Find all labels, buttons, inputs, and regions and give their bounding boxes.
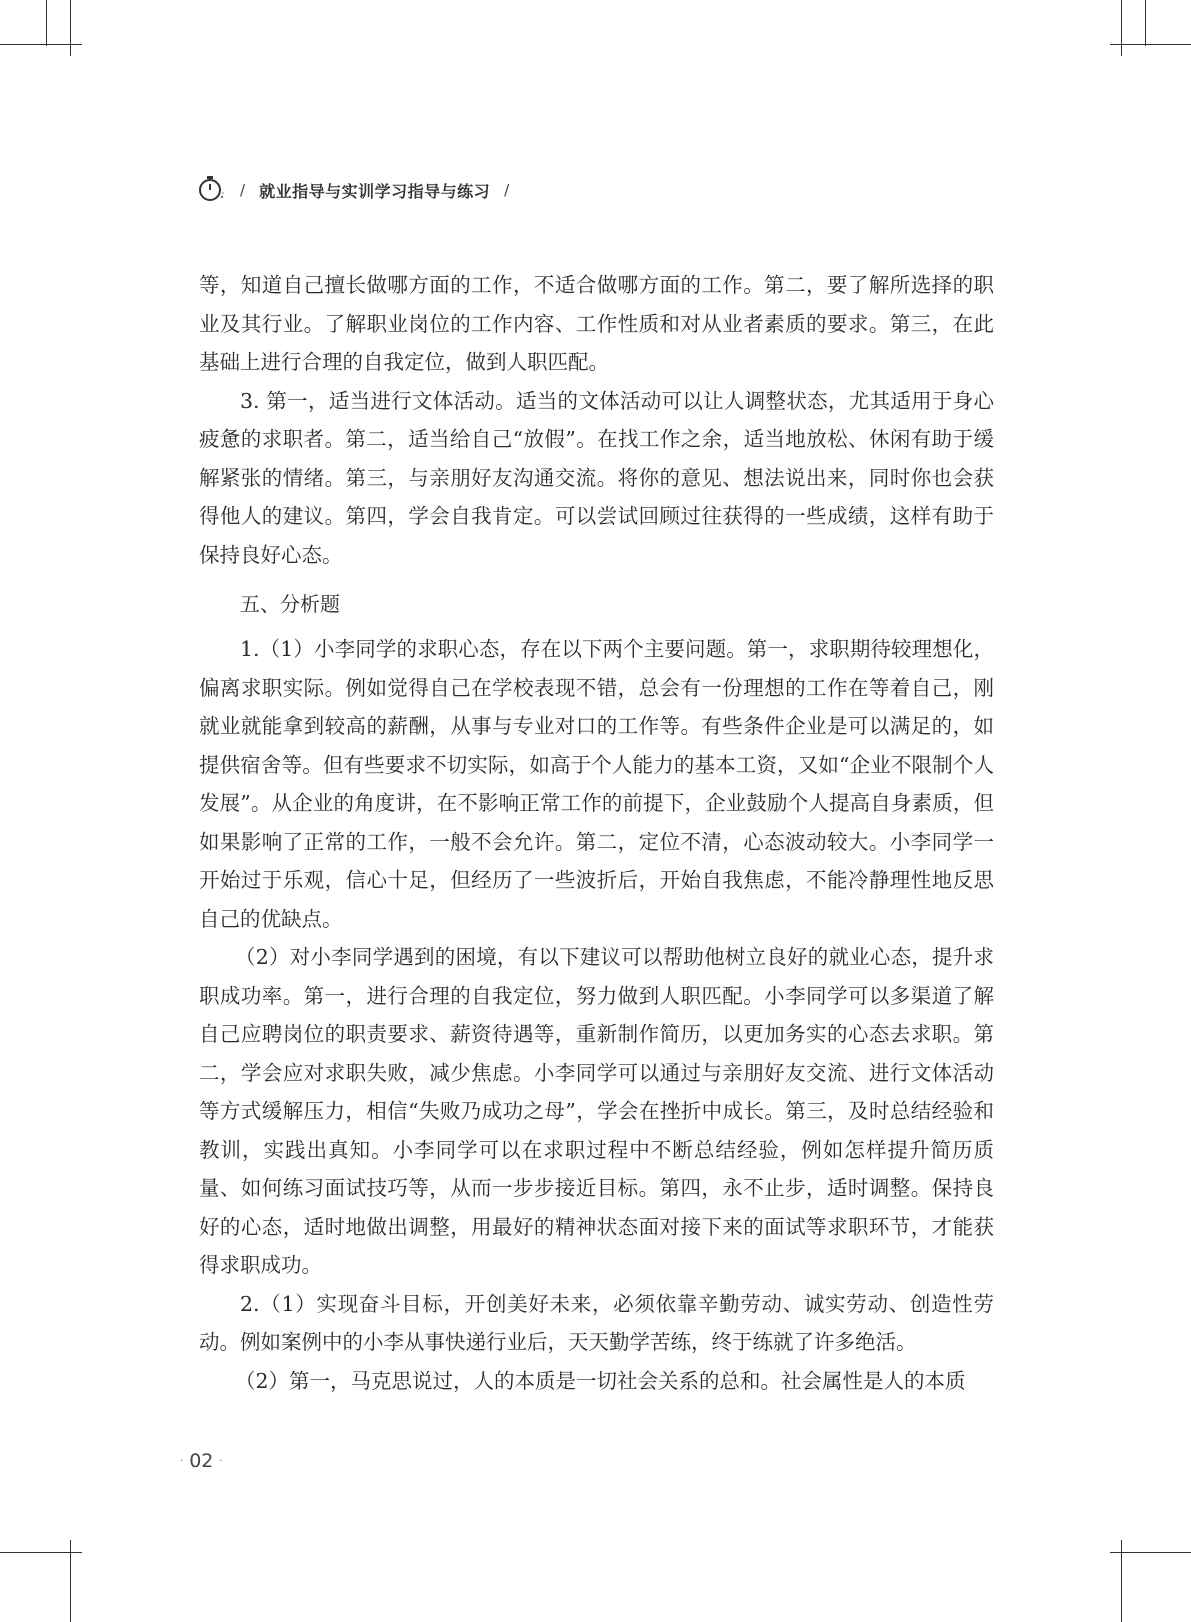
page-number-value: 02	[189, 1450, 214, 1472]
section-heading: 五、分析题	[240, 592, 340, 616]
crop-mark-top-left-v2	[46, 0, 47, 46]
crop-mark-top-right-v	[1121, 0, 1122, 56]
page-body	[199, 266, 994, 1400]
header-title: 就业指导与实训学习指导与练习	[259, 181, 491, 201]
stopwatch-icon	[196, 173, 226, 207]
page-number-dot-right: ·	[219, 1455, 223, 1467]
page-number	[180, 1450, 223, 1472]
crop-mark-top-right-v2	[1145, 0, 1146, 46]
paragraph-analysis-2-2: （2）第一，马克思说过，人的本质是一切社会关系的总和。社会属性是人的本质	[235, 1368, 966, 1393]
crop-mark-bottom-right-v	[1121, 1540, 1122, 1622]
crop-mark-top-right-h	[1110, 44, 1191, 45]
paragraph-analysis-1-2: （2）对小李同学遇到的困境，有以下建议可以帮助他树立良好的就业心态，提升求职成功率。第一，进行合理的自我定位，努力做到人职匹配。小李同学可以多渠道了解自己应聘岗位的职责要求、薪资待遇等，重新制作简历，以更加务实的心态去求职。第二，学会应对求职失败，减少焦虑。小李同学可以通过与亲朋好友交流、进行文体活动等方式缓解压力，相信“失败乃成功之母”，学会在挫折中成长。第三，及时总结经验和教训，实践出真知。小李同学可以在求职过程中不断总结经验，例如怎样提升简历质量、如何练习面试技巧等，从而一步步接近目标。第四，永不止步，适时调整。保持良好的心态，适时地做出调整，用最好的精神状态面对接下来的面试等求职环节，才能获得求职成功。	[199, 945, 994, 1277]
paragraph-answer-3: 3. 第一，适当进行文体活动。适当的文体活动可以让人调整状态，尤其适用于身心疲惫的求职者。第二，适当给自己“放假”。在找工作之余，适当地放松、休闲有助于缓解紧张的情绪。第三，与亲朋好友沟通交流。将你的意见、想法说出来，同时你也会获得他人的建议。第四，学会自我肯定。可以尝试回顾过往获得的一些成绩，这样有助于保持良好心态。	[199, 388, 994, 567]
header-separator-right: /	[504, 181, 510, 199]
crop-mark-top-left-v	[70, 0, 71, 56]
crop-mark-bottom-left-v	[70, 1540, 71, 1622]
page-number-dot-left: ·	[180, 1455, 184, 1467]
paragraph-analysis-1-1: 1.（1）小李同学的求职心态，存在以下两个主要问题。第一，求职期待较理想化，偏离求职实际。例如觉得自己在学校表现不错，总会有一份理想的工作在等着自己，刚就业就能拿到较高的薪酬，从事与专业对口的工作等。有些条件企业是可以满足的，如提供宿舍等。但有些要求不切实际，如高于个人能力的基本工资，又如“企业不限制个人发展”。从企业的角度讲，在不影响正常工作的前提下，企业鼓励个人提高自身素质，但如果影响了正常的工作，一般不会允许。第二，定位不清，心态波动较大。小李同学一开始过于乐观，信心十足，但经历了一些波折后，开始自我焦虑，不能冷静理性地反思自己的优缺点。	[199, 637, 994, 931]
crop-mark-bottom-right-h	[1110, 1552, 1191, 1553]
header-separator-left: /	[240, 181, 246, 199]
paragraph-continued: 等，知道自己擅长做哪方面的工作，不适合做哪方面的工作。第二，要了解所选择的职业及其行业。了解职业岗位的工作内容、工作性质和对从业者素质的要求。第三，在此基础上进行合理的自我定位，做到人职匹配。	[199, 273, 994, 374]
paragraph-analysis-2-1: 2.（1）实现奋斗目标，开创美好未来，必须依靠辛勤劳动、诚实劳动、创造性劳动。例如案例中的小李从事快递行业后，天天勤学苦练，终于练就了许多绝活。	[199, 1291, 994, 1354]
running-header	[196, 174, 509, 206]
